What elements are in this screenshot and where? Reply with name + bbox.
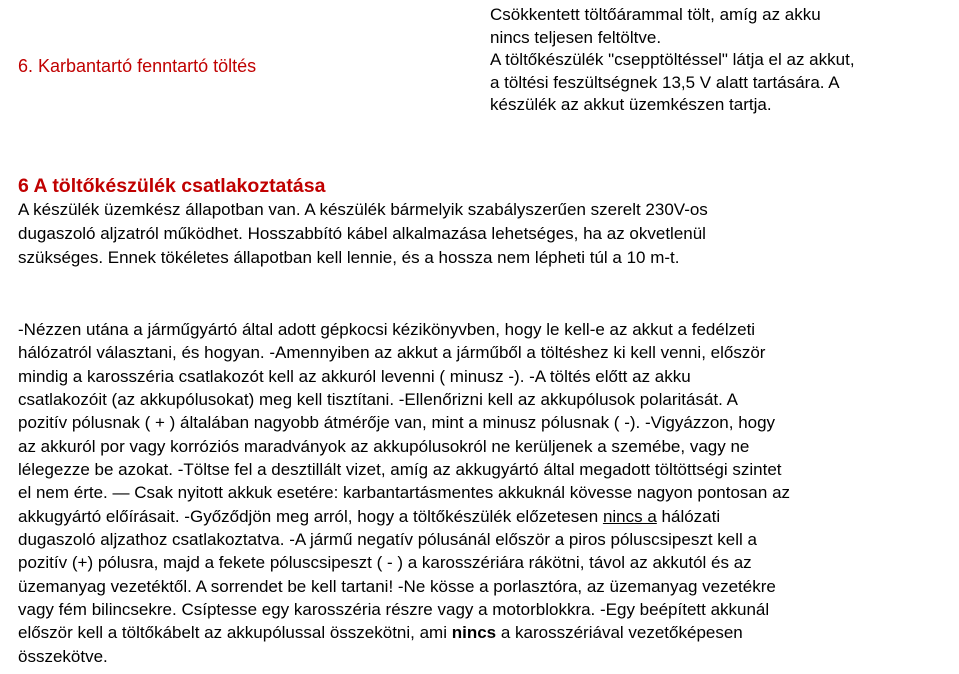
charge-mode-label: 6. Karbantartó fenntartó töltés — [18, 56, 257, 76]
instruction-line — [18, 621, 948, 644]
underlined-emphasis: nincs a — [602, 506, 657, 526]
instruction-line: vagy fém bilincsekre. Csíptesse egy karosszéria részre vagy a motorblokkra. -Egy beépített akkunál — [18, 600, 770, 620]
instruction-line: összekötve. — [18, 646, 108, 666]
instruction-line: el nem érte. — Csak nyitott akkuk esetére: karbantartásmentes akkuknál kövesse nagyon pontosan az — [18, 483, 791, 503]
instruction-line: lélegezze be azokat. -Töltse fel a desztillált vizet, amíg az akkugyártó által megadott töltöttségi szintet — [18, 460, 782, 480]
charge-mode-desc-line: készülék az akkut üzemkészen tartja. — [490, 95, 772, 114]
charge-mode-desc-line: a töltési feszültségnek 13,5 V alatt tartására. A — [490, 72, 840, 92]
section-body-line: A készülék üzemkész állapotban van. A készülék bármelyik szabályszerűen szerelt 230V-os — [18, 200, 708, 219]
instruction-text: hálózati — [656, 506, 721, 526]
charge-mode-description — [490, 4, 948, 117]
instruction-line: pozitív pólusnak ( + ) általában nagyobb átmérője van, mint a minusz pólusnak ( -). -Vigyázzon, hogy — [18, 413, 776, 433]
charge-mode-desc-line: A töltőkészülék "csepptöltéssel" látja el az akkut, — [490, 50, 855, 69]
instruction-line: csatlakozóit (az akkupólusokat) meg kell tisztítani. -Ellenőrizni kell az akkupólusok polaritását. A — [18, 390, 739, 410]
charge-mode-desc-line: nincs teljesen feltöltve. — [490, 27, 662, 47]
instruction-line: hálózatról választani, és hogyan. -Amennyiben az akkut a járműből a töltéshez ki kell venni, először — [18, 343, 766, 363]
instruction-text: akkugyártó előírásait. -Győződjön meg arról, hogy a töltőkészülék előzetesen — [18, 506, 603, 526]
instructions-paragraph — [18, 318, 948, 668]
section-body-line: dugaszoló aljzatról működhet. Hosszabbító kábel alkalmazása lehetséges, ha az okvetlenül — [18, 224, 706, 243]
instruction-text: a karosszériával vezetőképesen — [496, 623, 743, 643]
instruction-text: először kell a töltőkábelt az akkupólussal összekötni, ami — [18, 623, 452, 643]
instruction-line: üzemanyag vezetéktől. A sorrendet be kell tartani! -Ne kösse a porlasztóra, az üzemanyag vezetékre — [18, 576, 776, 596]
section-body-line: szükséges. Ennek tökéletes állapotban kell lennie, és a hossza nem lépheti túl a 10 m-t. — [18, 248, 680, 267]
instruction-line — [18, 505, 948, 528]
section-heading: 6 A töltőkészülék csatlakoztatása — [18, 175, 326, 197]
bold-emphasis: nincs — [451, 623, 497, 643]
instruction-line: pozitív (+) pólusra, majd a fekete póluscsipeszt ( - ) a karosszériára rákötni, távol az akkutól és az — [18, 553, 752, 573]
instruction-line: az akkuról por vagy korróziós maradványok az akkupólusokról ne kerüljenek a szemébe, vagy ne — [18, 436, 750, 456]
instruction-line: -Nézzen utána a járműgyártó által adott gépkocsi kézikönyvben, hogy le kell-e az akkut a fedélzeti — [18, 320, 756, 339]
instruction-line: dugaszoló aljzathoz csatlakoztatva. -A jármű negatív pólusánál először a piros póluscsipeszt kell a — [18, 530, 757, 550]
charge-mode-table-row — [18, 4, 948, 122]
section-body — [18, 198, 948, 270]
charge-mode-desc-line: Csökkentett töltőárammal tölt, amíg az akku — [490, 5, 821, 24]
instruction-line: mindig a karosszéria csatlakozót kell az akkuról levenni ( minusz -). -A töltés előtt az akku — [18, 366, 691, 386]
